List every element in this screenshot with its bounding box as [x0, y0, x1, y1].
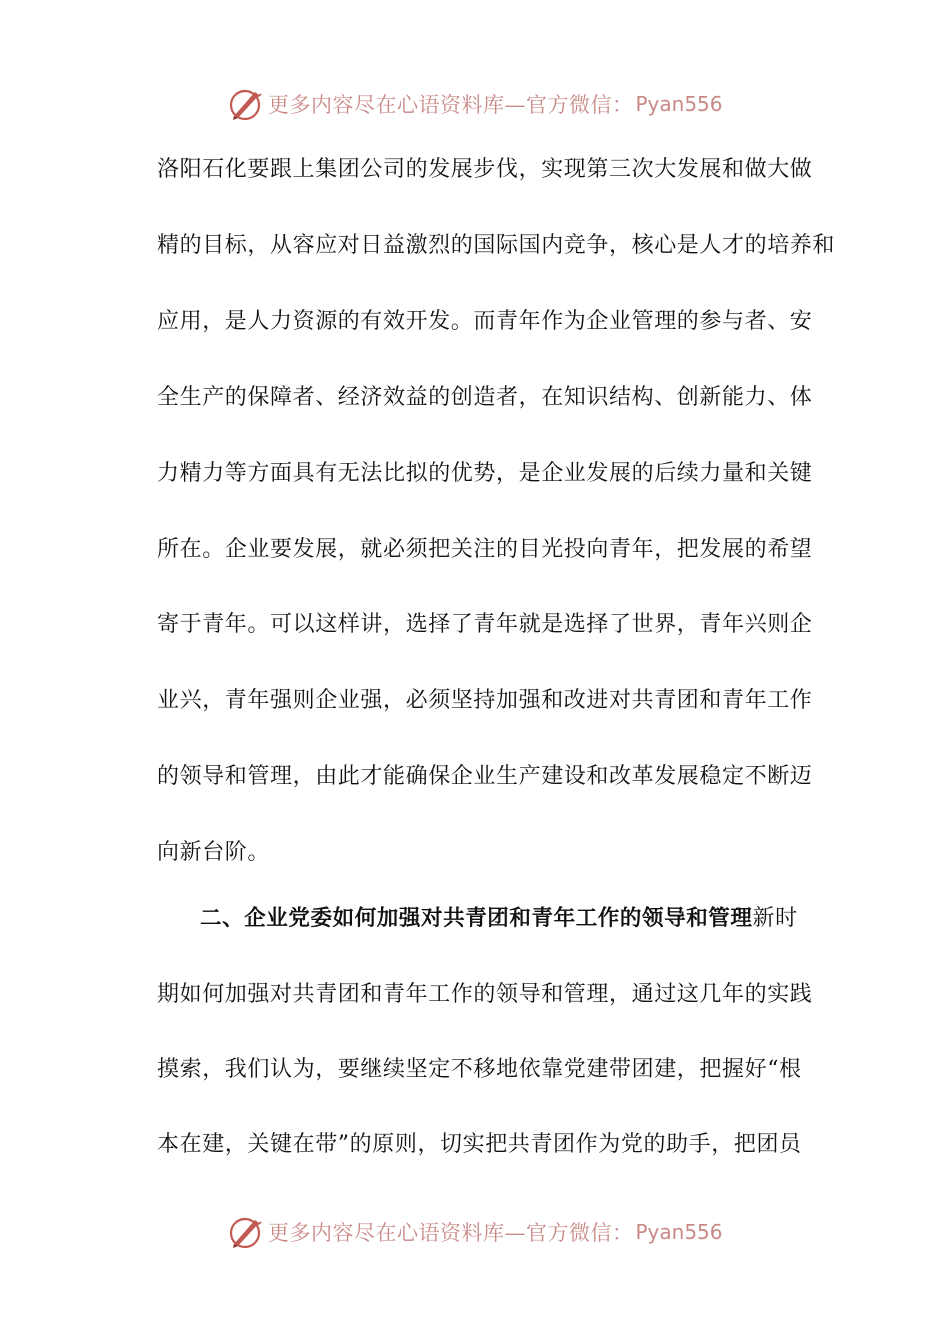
body-line: 业兴，青年强则企业强，必须坚持加强和改进对共青团和青年工作	[157, 688, 813, 713]
body-line: 洛阳石化要跟上集团公司的发展步伐，实现第三次大发展和做大做	[157, 157, 813, 182]
footer-watermark	[228, 1212, 723, 1252]
watermark-text: 更多内容尽在心语资料库—官方微信：	[268, 93, 634, 117]
body-line: 期如何加强对共青团和青年工作的领导和管理，通过这几年的实践	[157, 982, 813, 1007]
header-watermark	[228, 84, 723, 124]
pen-logo-icon	[228, 86, 264, 122]
watermark-text: 更多内容尽在心语资料库—官方微信：	[268, 1221, 634, 1245]
watermark-wechat-id: Pyan556	[635, 92, 723, 116]
body-line: 的领导和管理，由此才能确保企业生产建设和改革发展稳定不断迈	[157, 764, 813, 789]
body-line: 所在。企业要发展，就必须把关注的目光投向青年，把发展的希望	[157, 537, 813, 562]
section-heading: 二、企业党委如何加强对共青团和青年工作的领导和管理	[200, 906, 753, 931]
body-line: 力精力等方面具有无法比拟的优势，是企业发展的后续力量和关键	[157, 461, 813, 486]
body-line: 应用，是人力资源的有效开发。而青年作为企业管理的参与者、安	[157, 309, 813, 334]
heading-tail-text: 新时	[752, 906, 798, 931]
body-line: 全生产的保障者、经济效益的创造者，在知识结构、创新能力、体	[157, 385, 813, 410]
body-line: 精的目标，从容应对日益激烈的国际国内竞争，核心是人才的培养和	[157, 233, 836, 258]
body-line: 寄于青年。可以这样讲，选择了青年就是选择了世界，青年兴则企	[157, 612, 813, 637]
pen-logo-icon	[228, 1214, 264, 1250]
watermark-wechat-id: Pyan556	[635, 1220, 723, 1244]
body-line: 摸索，我们认为，要继续坚定不移地依靠党建带团建，把握好“根	[157, 1057, 802, 1082]
body-line: 本在建，关键在带”的原则，切实把共青团作为党的助手，把团员	[157, 1132, 802, 1157]
section-heading-line	[200, 904, 810, 934]
body-line: 向新台阶。	[157, 840, 271, 865]
